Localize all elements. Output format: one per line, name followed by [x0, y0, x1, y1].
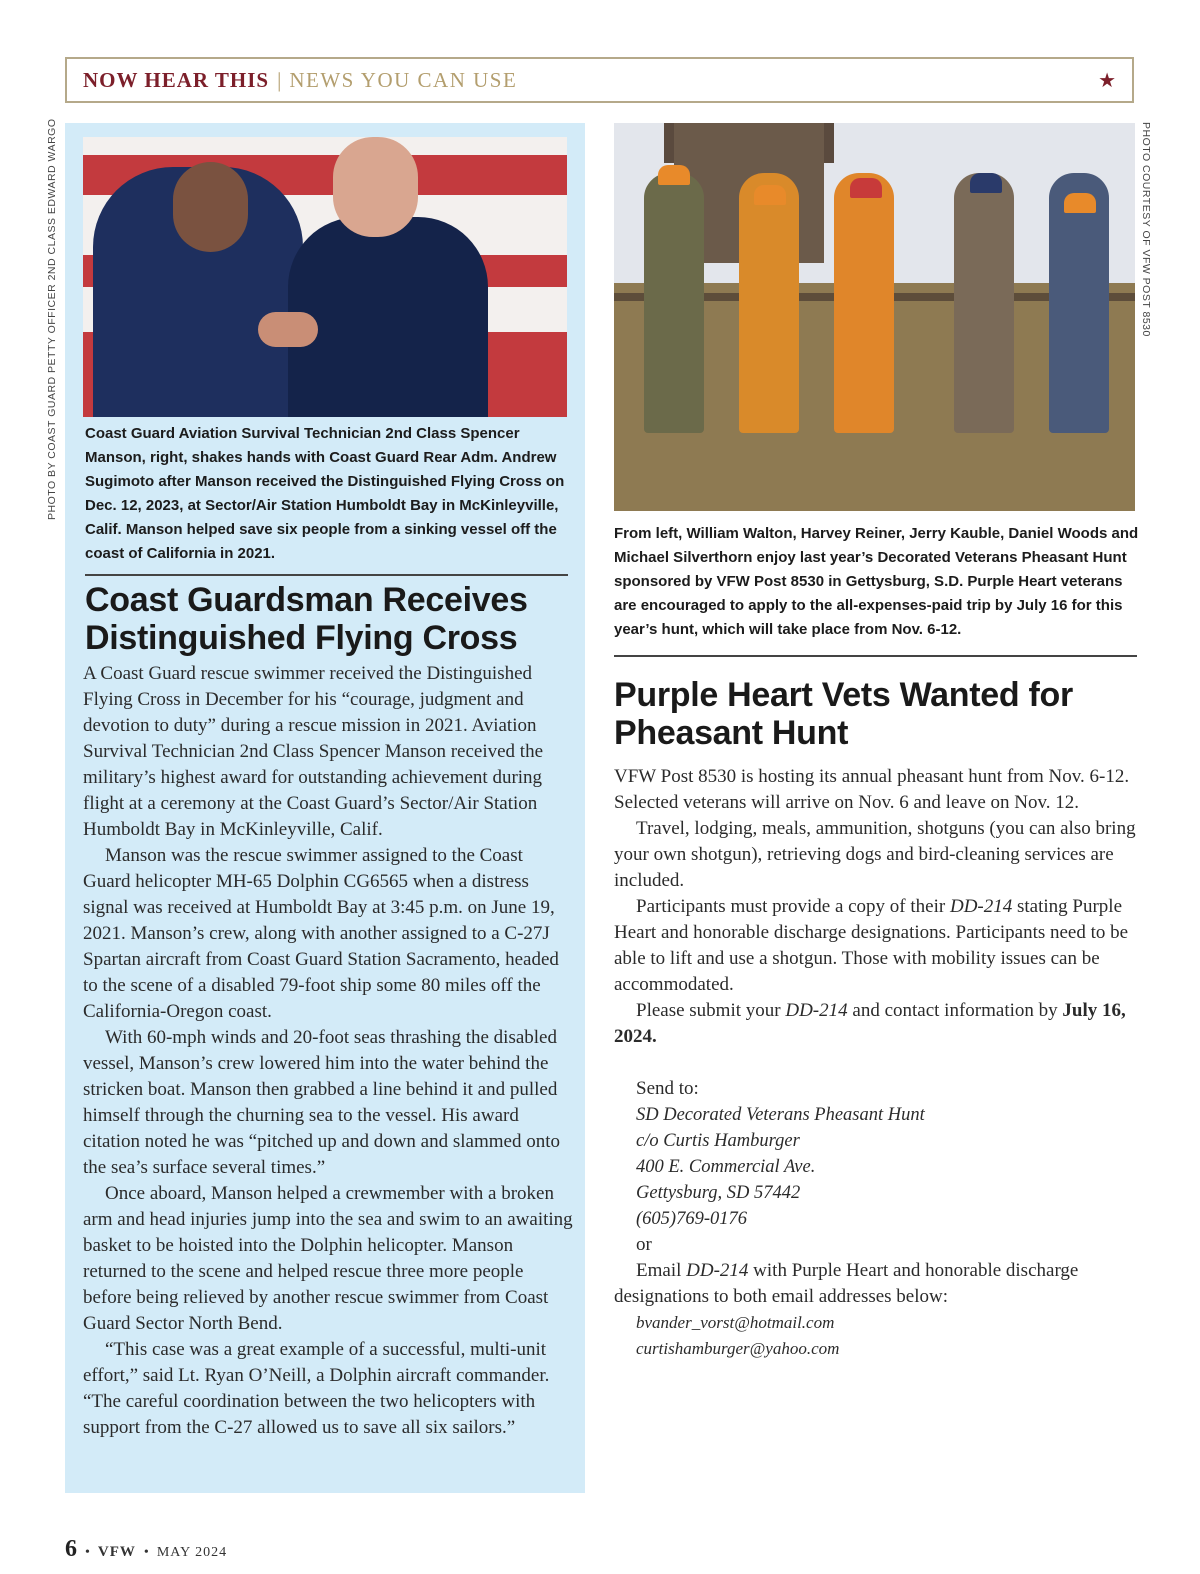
paragraph: Manson was the rescue swimmer assigned to the Coast Guard helicopter MH-65 Dolphin CG6565 when a distress signal was received at Humboldt Bay at 3:45 p.m. on June 19, 2021. Manson’s crew, along with another assigned to a C-27J Spartan aircraft from Coast Guard Station Sacramento, headed to the scene of a disabled 79-foot ship some 80 miles off the California-Oregon coast. — [83, 845, 559, 1022]
paragraph: Please submit your DD-214 and contact information by July 16, 2024. — [614, 1000, 1126, 1047]
send-to-label: Send to: — [636, 1078, 699, 1099]
paragraph: Travel, lodging, meals, ammunition, shotguns (you can also bring your own shotgun), retrieving dogs and bird-cleaning services are included. — [614, 818, 1136, 891]
paragraph: “This case was a great example of a successful, multi-unit effort,” said Lt. Ryan O’Neill, a Dolphin aircraft commander. “The careful coordination between the two helicopters with support from the C-27 allowed us to save all six sailors.” — [83, 1339, 550, 1438]
coast-guard-article — [65, 123, 585, 1493]
paragraph: A Coast Guard rescue swimmer received the Distinguished Flying Cross in December for his “courage, judgment and devotion to duty” during a rescue mission in 2021. Aviation Survival Technician 2nd Class Spencer Manson received the military’s highest award for outstanding achievement during flight at a ceremony at the Coast Guard’s Sector/Air Station Humboldt Bay in McKinleyville, Calif. — [83, 663, 543, 840]
footer-dot: • — [85, 1545, 90, 1560]
dd214-term: DD-214 — [785, 1000, 848, 1021]
address-line: SD Decorated Veterans Pheasant Hunt — [636, 1105, 925, 1125]
address-line: c/o Curtis Hamburger — [636, 1131, 800, 1151]
article-body — [614, 764, 1139, 1362]
divider — [85, 574, 568, 576]
article-headline: Purple Heart Vets Wanted for Pheasant Hunt — [614, 676, 1073, 752]
paragraph: Once aboard, Manson helped a crewmember with a broken arm and head injuries jump into the sea and swim to an awaiting basket to be hoisted into the Dolphin helicopter. Manson returned to the scene and helped rescue three more people before being relieved by another rescue swimmer from Coast Guard Sector North Bend. — [83, 1183, 573, 1334]
email-address[interactable]: bvander_vorst@hotmail.com — [636, 1313, 835, 1332]
dd214-term: DD-214 — [949, 896, 1013, 917]
footer-dot: • — [143, 1545, 149, 1560]
section-header — [65, 57, 1134, 103]
photo-credit-left: PHOTO BY COAST GUARD PETTY OFFICER 2ND CLASS EDWARD WARGO — [46, 118, 58, 520]
paragraph: Email DD-214 with Purple Heart and honorable discharge designations to both email addresses below: — [614, 1260, 1079, 1307]
email-address[interactable]: curtishamburger@yahoo.com — [636, 1339, 840, 1358]
deadline: July 16, 2024. — [614, 1000, 1126, 1047]
magazine-name: VFW — [97, 1544, 136, 1560]
dd214-term: DD-214 — [686, 1260, 749, 1281]
phone-number: (605)769-0176 — [636, 1209, 747, 1229]
article-headline: Coast Guardsman Receives Distinguished Flying Cross — [85, 581, 528, 657]
header-separator: | — [277, 67, 282, 92]
article-body — [83, 661, 573, 1441]
photo-caption: From left, William Walton, Harvey Reiner, Jerry Kauble, Daniel Woods and Michael Silverthorn enjoy last year’s Decorated Veterans Pheasant Hunt sponsored by VFW Post 8530 in Gettysburg, S.D. Purple Heart veterans are encouraged to apply to the all-expenses-paid trip by July 16 for this year’s hunt, which will take place from Nov. 6-12. — [614, 525, 1139, 638]
page-footer — [65, 1536, 227, 1563]
ceremony-photo — [83, 137, 567, 417]
manson-figure — [288, 217, 488, 417]
paragraph: With 60-mph winds and 20-foot seas thrashing the disabled vessel, Manson’s crew lowered him into the water behind the stricken boat. Manson then grabbed a line behind it and pulled himself through the churning sea to the vessel. His award citation noted he was “pitched up and down and slammed onto the sea’s surface several times.” — [83, 1027, 560, 1178]
pheasant-hunt-photo — [614, 123, 1135, 511]
star-icon: ★ — [1098, 69, 1116, 92]
photo-credit-right: PHOTO COURTESY OF VFW POST 8530 — [1140, 122, 1152, 337]
photo-caption: Coast Guard Aviation Survival Technician 2nd Class Spencer Manson, right, shakes hands with Coast Guard Rear Adm. Andrew Sugimoto after Manson received the Distinguished Flying Cross on Dec. 12, 2023, at Sector/Air Station Humboldt Bay in McKinleyville, Calif. Manson helped save six people from a sinking vessel off the coast of California in 2021. — [85, 425, 565, 562]
issue-date: MAY 2024 — [156, 1545, 228, 1560]
address-line: Gettysburg, SD 57442 — [636, 1183, 801, 1203]
divider — [614, 655, 1137, 657]
address-line: 400 E. Commercial Ave. — [636, 1157, 816, 1177]
page-number: 6 — [65, 1536, 77, 1562]
paragraph: VFW Post 8530 is hosting its annual pheasant hunt from Nov. 6-12. Selected veterans will arrive on Nov. 6 and leave on Nov. 12. — [614, 766, 1130, 813]
or-label: or — [636, 1234, 652, 1255]
handshake — [258, 312, 318, 347]
section-title: NOW HEAR THIS — [83, 67, 270, 92]
section-subtitle: NEWS YOU CAN USE — [289, 67, 518, 92]
paragraph: Participants must provide a copy of their DD-214 stating Purple Heart and honorable discharge designations. Participants need to be able to lift and use a shotgun. Those with mobility issues can be accommodated. — [614, 896, 1129, 995]
